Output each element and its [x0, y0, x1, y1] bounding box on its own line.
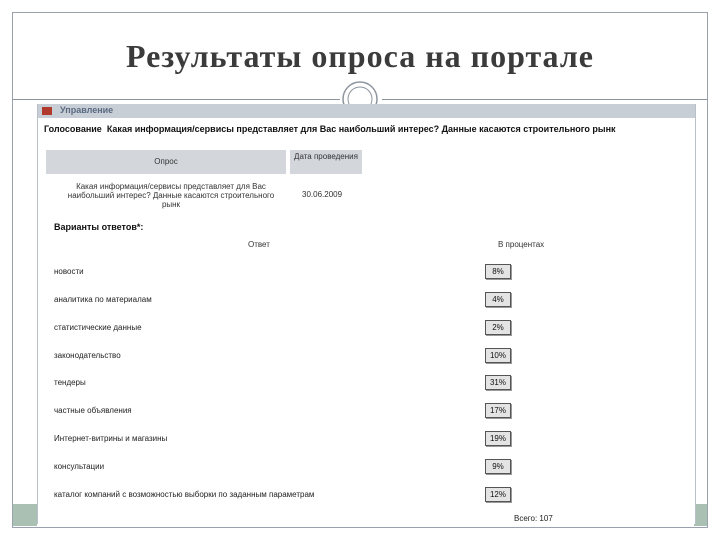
- answer-row: [54, 348, 674, 366]
- answer-label: консультации: [54, 462, 105, 471]
- screenshot-header: [38, 104, 695, 118]
- vote-line: [44, 124, 684, 134]
- column-header-answer: Ответ: [248, 240, 270, 249]
- answer-label: частные объявления: [54, 406, 132, 415]
- answer-percent-box: 4%: [485, 292, 511, 307]
- answer-percent-box: 17%: [485, 403, 511, 418]
- answer-row: [54, 403, 674, 421]
- column-header-date: Дата проведения: [290, 150, 362, 174]
- answer-percent-box: 9%: [485, 459, 511, 474]
- answer-label: законодательство: [54, 351, 121, 360]
- answer-row: [54, 375, 674, 393]
- answer-percent-box: 31%: [485, 375, 511, 390]
- accent-strip-left: [13, 504, 37, 526]
- answer-label: аналитика по материалам: [54, 295, 152, 304]
- vote-question: Какая информация/сервисы представляет для Вас наибольший интерес? Данные касаются строительного рынк: [106, 124, 616, 134]
- answer-row: [54, 320, 674, 338]
- column-header-poll: Опрос: [46, 150, 286, 174]
- answer-percent-box: 10%: [485, 348, 511, 363]
- answer-row: [54, 292, 674, 310]
- answer-label: новости: [54, 267, 84, 276]
- answer-percent-box: 12%: [485, 487, 511, 502]
- poll-question-cell: Какая информация/сервисы представляет для Вас наибольший интерес? Данные касаются строительного рынк: [67, 182, 275, 209]
- answer-percent-box: 19%: [485, 431, 511, 446]
- answer-label: Интернет-витрины и магазины: [54, 434, 168, 443]
- folder-icon: [42, 107, 52, 115]
- column-header-percent: В процентах: [498, 240, 545, 249]
- answer-row: [54, 264, 674, 282]
- poll-date-cell: 30.06.2009: [302, 190, 343, 199]
- answers-title: Варианты ответов*:: [54, 222, 144, 232]
- divider-left: [12, 99, 340, 100]
- answer-row: [54, 459, 674, 477]
- embedded-screenshot: [37, 104, 696, 524]
- divider-right: [382, 99, 708, 100]
- answer-row: [54, 487, 674, 505]
- total-count: Всего: 107: [514, 514, 553, 523]
- slide-title: Результаты опроса на портале: [126, 38, 594, 74]
- answer-label: каталог компаний с возможностью выборки по заданным параметрам: [54, 490, 315, 499]
- answer-percent-box: 2%: [485, 320, 511, 335]
- answer-label: тендеры: [54, 378, 86, 387]
- answer-percent-box: 8%: [485, 264, 511, 279]
- vote-prefix: Голосование: [44, 124, 102, 134]
- answer-row: [54, 431, 674, 449]
- header-label[interactable]: Управление: [60, 105, 114, 115]
- answer-label: статистические данные: [54, 323, 142, 332]
